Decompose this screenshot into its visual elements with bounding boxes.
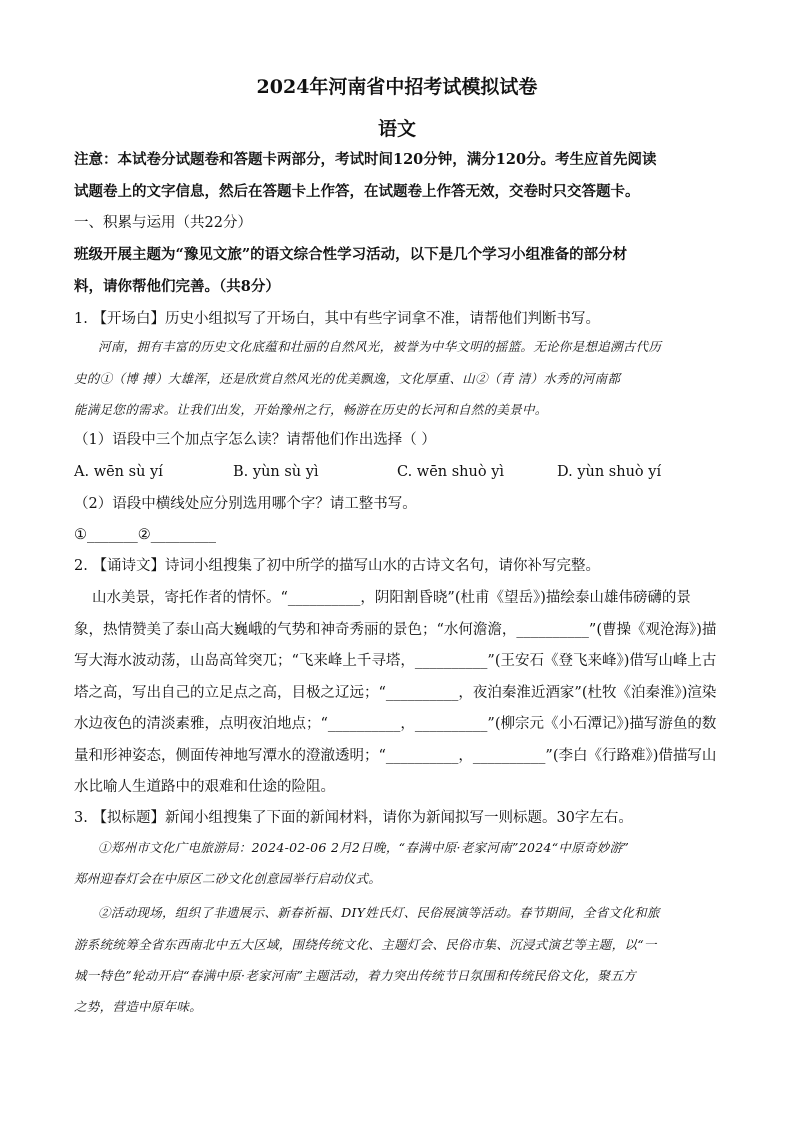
q3-news-para-2-line-2: 游系统统筹全省东西南北中五大区域，围绕传统文化、主题灯会、民俗市集、沉浸式演艺等主题，以“一 (74, 937, 657, 952)
q1-option-b: B. yùn sù yì (233, 464, 319, 480)
q1-stem: 1. 【开场白】历史小组拟写了开场白，其中有些字词拿不准，请帮他们判断书写。 (74, 311, 600, 327)
q1-passage-line-1: 河南，拥有丰富的历史文化底蕴和壮丽的自然风光，被誉为中华文明的摇篮。无论你是想追溯古代历 (98, 339, 662, 354)
section-intro-line-1: 班级开展主题为“豫见文旅”的语文综合性学习活动，以下是几个学习小组准备的部分材 (74, 246, 628, 263)
q2-text-line: 水边夜色的清淡素雅，点明夜泊地点；“__________，__________”(柳宗元《小石潭记》)描写游鱼的数 (74, 716, 717, 732)
exam-title: 2024年河南省中招考试模拟试卷 (256, 76, 538, 98)
q2-text-line: 塔之高，写出自己的立足点之高，目极之辽远；“__________，夜泊秦淮近酒家”(杜牧《泊秦淮》)渲染 (74, 685, 717, 701)
q1-option-a: A. wēn sù yí (74, 464, 163, 480)
section-intro-line-2: 料，请你帮他们完善。（共8分） (74, 278, 280, 295)
q1-passage-line-3: 能满足您的需求。让我们出发，开始豫州之行，畅游在历史的长河和自然的美景中。 (74, 402, 548, 417)
q3-stem: 3. 【拟标题】新闻小组搜集了下面的新闻材料，请你为新闻拟写一则标题。30字左右。 (74, 810, 633, 826)
notice-line-1: 注意：本试卷分试题卷和答题卡两部分，考试时间120分钟，满分120分。考生应首先阅读 (74, 151, 657, 168)
notice-line-2: 试题卷上的文字信息，然后在答题卡上作答，在试题卷上作答无效，交卷时只交答题卡。 (74, 183, 640, 200)
subject-title: 语文 (377, 118, 416, 140)
q1-option-c: C. wēn shuò yì (397, 464, 505, 480)
q1-sub-question-2: （2）语段中横线处应分别选用哪个字？请工整书写。 (74, 496, 417, 512)
q3-news-para-2-line-1: ②活动现场，组织了非遗展示、新春祈福、DIY姓氏灯、民俗展演等活动。春节期间，全省文化和旅 (98, 905, 660, 920)
q1-answer-blanks: ①_______②_________ (74, 527, 216, 543)
q3-news-para-1-line-1: ①郑州市文化广电旅游局：2024-02-06 2月2日晚，“春满中原·老家河南”2024“中原奇妙游” (98, 840, 630, 855)
q3-news-para-2-line-4: 之势，营造中原年味。 (74, 999, 203, 1014)
q2-text-line: 山水美景，寄托作者的情怀。“__________，阴阳割昏晓”(杜甫《望岳》)描绘泰山雄伟磅礴的景 (92, 590, 691, 606)
q2-text-line: 量和形神姿态，侧面传神地写潭水的澄澈透明；“__________，__________”(李白《行路难》)借描写山 (74, 748, 717, 764)
q2-text-line: 象，热情赞美了泰山高大巍峨的气势和神奇秀丽的景色；“水何澹澹，__________”(曹操《观沧海》)描 (74, 622, 717, 638)
q1-passage-line-2: 史的①（博 搏）大雄浑，还是欣赏自然风光的优美飘逸，文化厚重、山②（青 清）水秀的河南都 (74, 371, 621, 386)
q2-text-line: 水比喻人生道路中的艰难和仕途的险阻。 (74, 779, 335, 795)
q2-stem: 2. 【诵诗文】诗词小组搜集了初中所学的描写山水的古诗文名句，请你补写完整。 (74, 558, 600, 574)
q1-sub-question-1: （1）语段中三个加点字怎么读？请帮他们作出选择（ ） (74, 432, 436, 448)
section-heading: 一、积累与运用（共22分） (74, 215, 252, 231)
q3-news-para-2-line-3: 城一特色”轮动开启“春满中原·老家河南”主题活动，着力突出传统节日氛围和传统民俗文化，聚五方 (74, 968, 636, 983)
q1-option-d: D. yùn shuò yí (557, 464, 662, 480)
q3-news-para-1-line-2: 郑州迎春灯会在中原区二砂文化创意园举行启动仪式。 (74, 871, 382, 886)
q2-text-line: 写大海水波动荡，山岛高耸突兀；“飞来峰上千寻塔，__________”(王安石《登飞来峰》)借写山峰上古 (74, 653, 717, 669)
